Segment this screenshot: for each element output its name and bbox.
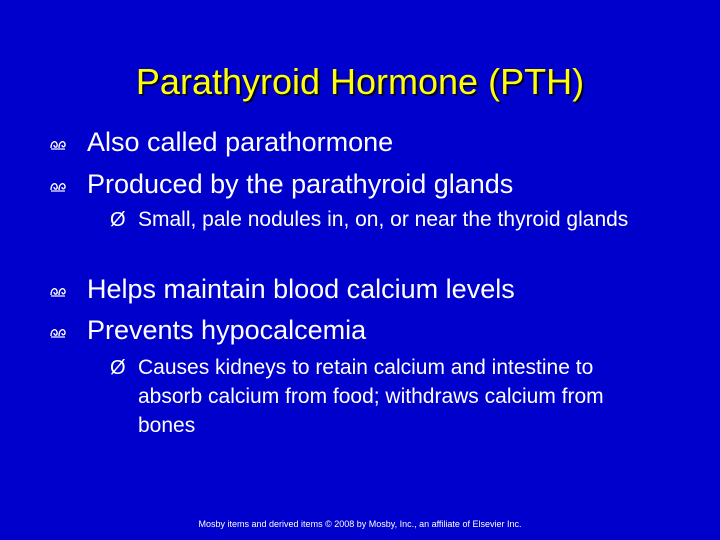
bullet-flourish-icon [50,284,66,298]
arrow-bullet-icon: Ø [110,209,126,231]
bullet-flourish-icon [50,325,66,339]
bullet-text: Helps maintain blood calcium levels [87,274,515,304]
sub-bullet-text: Small, pale nodules in, on, or near the thyroid glands [138,208,629,231]
sub-bullet-text: Causes kidneys to retain calcium and intestine to absorb calcium from food; withdraws calcium from bones [138,356,604,437]
bullet-text: Also called parathormone [87,127,394,157]
bullet-flourish-icon [50,137,66,151]
copyright-footer: Mosby items and derived items © 2008 by Mosby, Inc., an affiliate of Elsevier Inc. [198,519,522,529]
arrow-bullet-icon: Ø [110,357,126,379]
bullet-text: Prevents hypocalcemia [87,315,367,345]
bullet-text: Produced by the parathyroid glands [87,169,514,199]
slide-title: Parathyroid Hormone (PTH) [135,61,585,102]
bullet-flourish-icon [50,179,66,193]
